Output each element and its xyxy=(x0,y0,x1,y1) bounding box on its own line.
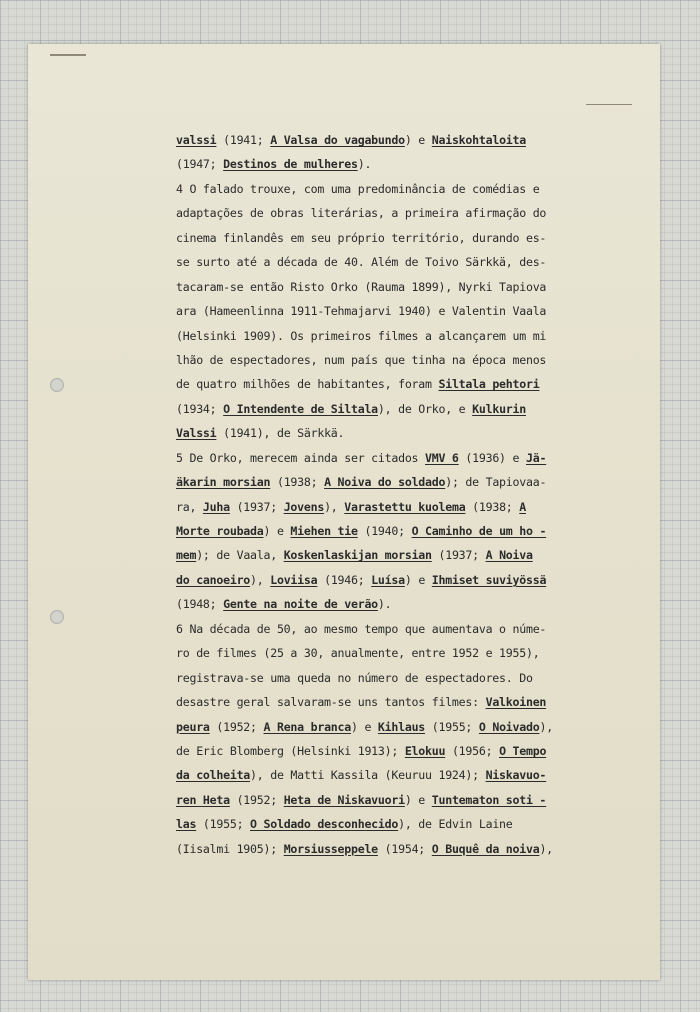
text-run: ) e xyxy=(404,792,432,807)
text-run: ara (Hameenlinna 1911-Tehmajarvi 1940) e Valentin Vaala xyxy=(176,304,547,319)
underlined-title: Varastettu kuolema xyxy=(344,499,466,514)
text-run: ), xyxy=(539,841,553,856)
typewritten-text xyxy=(176,128,616,861)
underlined-title: Elokuu xyxy=(404,743,446,758)
text-line xyxy=(176,690,616,714)
text-run: (Iisalmi 1905); xyxy=(176,841,284,856)
text-line xyxy=(176,421,616,445)
text-line xyxy=(176,641,616,665)
text-line xyxy=(176,446,616,470)
text-run: de Eric Blomberg (Helsinki 1913); xyxy=(176,743,405,758)
underlined-title: O Buquê da noiva xyxy=(431,841,540,856)
underlined-title: Naiskohtaloita xyxy=(431,133,526,147)
underlined-title: Miehen tie xyxy=(290,524,358,538)
text-run: (1946; xyxy=(317,572,372,587)
text-run: ) e xyxy=(263,524,291,538)
text-run: ). xyxy=(377,597,392,612)
text-run: (1955; xyxy=(425,719,479,734)
underlined-title: Kihlaus xyxy=(377,719,426,734)
underlined-title: Heta de Niskavuori xyxy=(283,792,405,807)
text-run: ) e xyxy=(404,133,432,147)
underlined-title: Kulkurin xyxy=(472,401,526,416)
punch-hole xyxy=(50,610,64,624)
underlined-title: Ihmiset suviyössä xyxy=(431,572,547,587)
underlined-title: Jä- xyxy=(525,450,547,465)
text-line xyxy=(176,739,616,763)
text-run: ), xyxy=(539,719,553,734)
pencil-mark xyxy=(586,104,632,105)
underlined-title: O Tempo xyxy=(499,743,547,758)
underlined-title: valssi xyxy=(176,133,217,147)
underlined-title: O Noivado xyxy=(478,719,540,734)
text-line xyxy=(176,372,616,396)
underlined-title: ren Heta xyxy=(176,792,230,807)
pencil-mark xyxy=(50,54,86,56)
text-line xyxy=(176,226,616,250)
text-line xyxy=(176,788,616,812)
text-line xyxy=(176,128,616,152)
text-line xyxy=(176,715,616,739)
text-run: lhão de espectadores, num país que tinha na época menos xyxy=(176,352,547,367)
text-line xyxy=(176,666,616,690)
underlined-title: A xyxy=(519,499,526,514)
underlined-title: Valkoinen xyxy=(485,695,547,710)
underlined-title: A Noiva xyxy=(485,548,533,563)
underlined-title: O Intendente de Siltala xyxy=(223,401,378,416)
underlined-title: VMV 6 xyxy=(425,450,459,465)
text-run: (1952; xyxy=(229,792,284,807)
text-run: ). xyxy=(357,157,372,172)
text-run: de quatro milhões de habitantes, foram xyxy=(176,377,439,392)
text-run: (1937; xyxy=(229,499,284,514)
text-line xyxy=(176,812,616,836)
underlined-title: Tuntematon soti - xyxy=(431,792,547,807)
text-run: ) e xyxy=(351,719,378,734)
text-run: (1952; xyxy=(209,719,264,734)
text-run: 6 Na década de 50, ao mesmo tempo que aumentava o núme- xyxy=(176,621,547,636)
text-run: (1938; xyxy=(465,499,520,514)
underlined-title: A Valsa do vagabundo xyxy=(270,133,405,147)
text-line xyxy=(176,275,616,299)
text-line xyxy=(176,397,616,421)
text-run: ) e xyxy=(404,572,432,587)
underlined-title: Morsiusseppele xyxy=(283,841,378,856)
text-line xyxy=(176,177,616,201)
text-run: ), de Edvin Laine xyxy=(398,817,513,832)
underlined-title: O Caminho de um ho - xyxy=(411,524,547,538)
underlined-title: Destinos de mulheres xyxy=(223,157,358,172)
text-line xyxy=(176,299,616,323)
text-line xyxy=(176,592,616,616)
text-run: registrava-se uma queda no número de espectadores. Do xyxy=(176,670,533,685)
text-run: ra, xyxy=(176,499,203,514)
text-run: (1956; xyxy=(445,743,500,758)
text-line xyxy=(176,519,616,543)
underlined-title: mem xyxy=(176,548,197,563)
text-line xyxy=(176,201,616,225)
underlined-title: Gente na noite de verão xyxy=(223,597,378,612)
text-run: ), de Matti Kassila (Keuruu 1924); xyxy=(250,768,486,783)
text-run: ); de Tapiovaa- xyxy=(445,475,547,490)
text-run: adaptações de obras literárias, a primeira afirmação do xyxy=(176,206,547,221)
underlined-title: Morte roubada xyxy=(176,524,264,538)
text-run: (1941), de Särkkä. xyxy=(216,426,345,441)
underlined-title: A Rena branca xyxy=(263,719,351,734)
underlined-title: da colheita xyxy=(176,768,251,783)
text-run: (1940; xyxy=(357,524,412,538)
underlined-title: Valssi xyxy=(176,426,217,441)
text-line xyxy=(176,837,616,861)
underlined-title: Siltala pehtori xyxy=(438,377,540,392)
text-run: (1937; xyxy=(431,548,486,563)
underlined-title: las xyxy=(176,817,197,832)
underlined-title: O Soldado desconhecido xyxy=(250,817,399,832)
text-run: ), xyxy=(250,572,271,587)
underlined-title: Loviisa xyxy=(270,572,318,587)
text-run: (1954; xyxy=(377,841,432,856)
text-run: (1934; xyxy=(176,401,224,416)
text-run: (1938; xyxy=(270,475,325,490)
text-run: se surto até a década de 40. Além de Toivo Särkkä, des- xyxy=(176,255,547,270)
text-run: desastre geral salvaram-se uns tantos filmes: xyxy=(176,695,486,710)
underlined-title: Juha xyxy=(202,499,230,514)
underlined-title: A Noiva do soldado xyxy=(324,475,446,490)
text-run: (1936) e xyxy=(458,450,526,465)
text-run: ), de Orko, e xyxy=(377,401,473,416)
text-line xyxy=(176,152,616,176)
underlined-title: äkarin morsian xyxy=(176,475,271,490)
underlined-title: peura xyxy=(176,719,210,734)
text-line xyxy=(176,324,616,348)
text-run: tacaram-se então Risto Orko (Rauma 1899), Nyrki Tapiova xyxy=(176,279,547,294)
text-run: (1955; xyxy=(196,817,251,832)
text-run: (1948; xyxy=(176,597,224,612)
text-line xyxy=(176,617,616,641)
text-run: ro de filmes (25 a 30, anualmente, entre 1952 e 1955), xyxy=(176,646,540,661)
text-run: ); de Vaala, xyxy=(196,548,284,563)
underlined-title: Luísa xyxy=(371,572,405,587)
text-line xyxy=(176,348,616,372)
text-line xyxy=(176,543,616,567)
text-run: (1941; xyxy=(216,133,271,147)
text-run: (1947; xyxy=(176,157,224,172)
text-line xyxy=(176,568,616,592)
text-line xyxy=(176,470,616,494)
text-run: ), xyxy=(324,499,345,514)
underlined-title: Jovens xyxy=(283,499,325,514)
text-run: 5 De Orko, merecem ainda ser citados xyxy=(176,450,426,465)
underlined-title: Koskenlaskijan morsian xyxy=(283,548,432,563)
text-line xyxy=(176,495,616,519)
underlined-title: Niskavuo- xyxy=(485,768,547,783)
text-line xyxy=(176,763,616,787)
text-run: cinema finlandês em seu próprio território, durando es- xyxy=(176,230,547,245)
text-run: 4 O falado trouxe, com uma predominância de comédias e xyxy=(176,181,540,196)
text-line xyxy=(176,250,616,274)
punch-hole xyxy=(50,378,64,392)
text-run: (Helsinki 1909). Os primeiros filmes a alcançarem um mi xyxy=(176,328,547,343)
underlined-title: do canoeiro xyxy=(176,572,251,587)
